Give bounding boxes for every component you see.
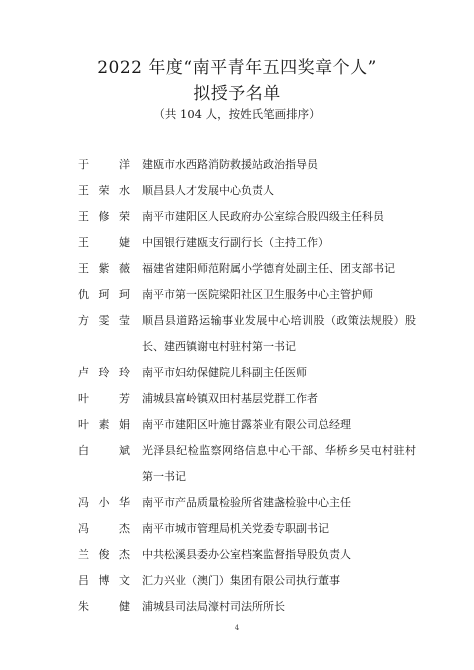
- list-item: [78, 256, 418, 282]
- nominee-position: 中共松溪县委办公室档案监督指导股负责人: [142, 548, 351, 561]
- nominee-name: 仇珂珂: [78, 288, 130, 301]
- list-item: [78, 542, 418, 568]
- nominee-position: 浦城县富岭镇双田村基层党群工作者: [142, 392, 318, 405]
- nominee-position: 光泽县纪检监察网络信息中心干部、华桥乡吴屯村驻村第一书记: [142, 444, 416, 483]
- list-item: [78, 594, 418, 620]
- nominee-name: 王紫薇: [78, 262, 130, 275]
- nominee-position: 福建省建阳师范附属小学德育处副主任、团支部书记: [142, 262, 395, 275]
- page-number: 4: [234, 624, 240, 632]
- list-item: [78, 438, 418, 490]
- nominee-name: 冯小华: [78, 496, 130, 509]
- nominee-position: 南平市城市管理局机关党委专职副书记: [142, 522, 329, 535]
- list-item: [78, 516, 418, 542]
- nominee-position: 南平市建阳区叶施甘露茶业有限公司总经理: [142, 418, 351, 431]
- document-title-line2: 拟授予名单: [193, 84, 281, 104]
- list-item: [78, 490, 418, 516]
- nominee-name: 兰俊杰: [78, 548, 130, 561]
- nominee-position: 南平市建阳区人民政府办公室综合股四级主任科员: [142, 210, 384, 223]
- document-title-line1: 2022 年度“南平青年五四奖章个人”: [97, 58, 377, 78]
- list-item: [78, 360, 418, 386]
- list-item: [78, 308, 418, 360]
- list-item: [78, 230, 418, 256]
- nominee-name: 叶素娟: [78, 418, 130, 431]
- nominee-name: 方雯莹: [78, 314, 130, 327]
- nominee-name: 卢玲玲: [78, 366, 130, 379]
- list-item: [78, 282, 418, 308]
- nominee-position: 南平市妇幼保健院儿科副主任医师: [142, 366, 307, 379]
- nominee-position: 中国银行建瓯支行副行长（主持工作）: [142, 236, 329, 249]
- nominee-name: 朱 健: [78, 600, 130, 613]
- nominee-position: 南平市产品质量检验所省建盏检验中心主任: [142, 496, 351, 509]
- nominee-position: 顺昌县人才发展中心负责人: [142, 184, 274, 197]
- nominee-name: 于 洋: [78, 158, 130, 171]
- list-item: [78, 178, 418, 204]
- nominee-name: 吕博文: [78, 574, 130, 587]
- nominee-name: 冯 杰: [78, 522, 130, 535]
- list-item: [78, 152, 418, 178]
- nominee-name: 王修荣: [78, 210, 130, 223]
- nominee-name: 叶 芳: [78, 392, 130, 405]
- nominee-name: 王 婕: [78, 236, 130, 249]
- list-item: [78, 386, 418, 412]
- nominee-position: 浦城县司法局濠村司法所所长: [142, 600, 285, 613]
- document-subtitle: （共 104 人，按姓氏笔画排序）: [153, 107, 321, 121]
- nominee-position: 顺昌县道路运输事业发展中心培训股（政策法规股）股长、建西镇谢屯村驻村第一书记: [142, 314, 416, 353]
- nominee-position: 建瓯市水西路消防救援站政治指导员: [142, 158, 318, 171]
- list-item: [78, 412, 418, 438]
- nominee-list: [78, 152, 418, 620]
- nominee-name: 白 斌: [78, 444, 130, 457]
- nominee-position: 南平市第一医院梁阳社区卫生服务中心主管护师: [142, 288, 373, 301]
- nominee-name: 王荣水: [78, 184, 130, 197]
- nominee-position: 汇力兴业（澳门）集团有限公司执行董事: [142, 574, 340, 587]
- list-item: [78, 204, 418, 230]
- list-item: [78, 568, 418, 594]
